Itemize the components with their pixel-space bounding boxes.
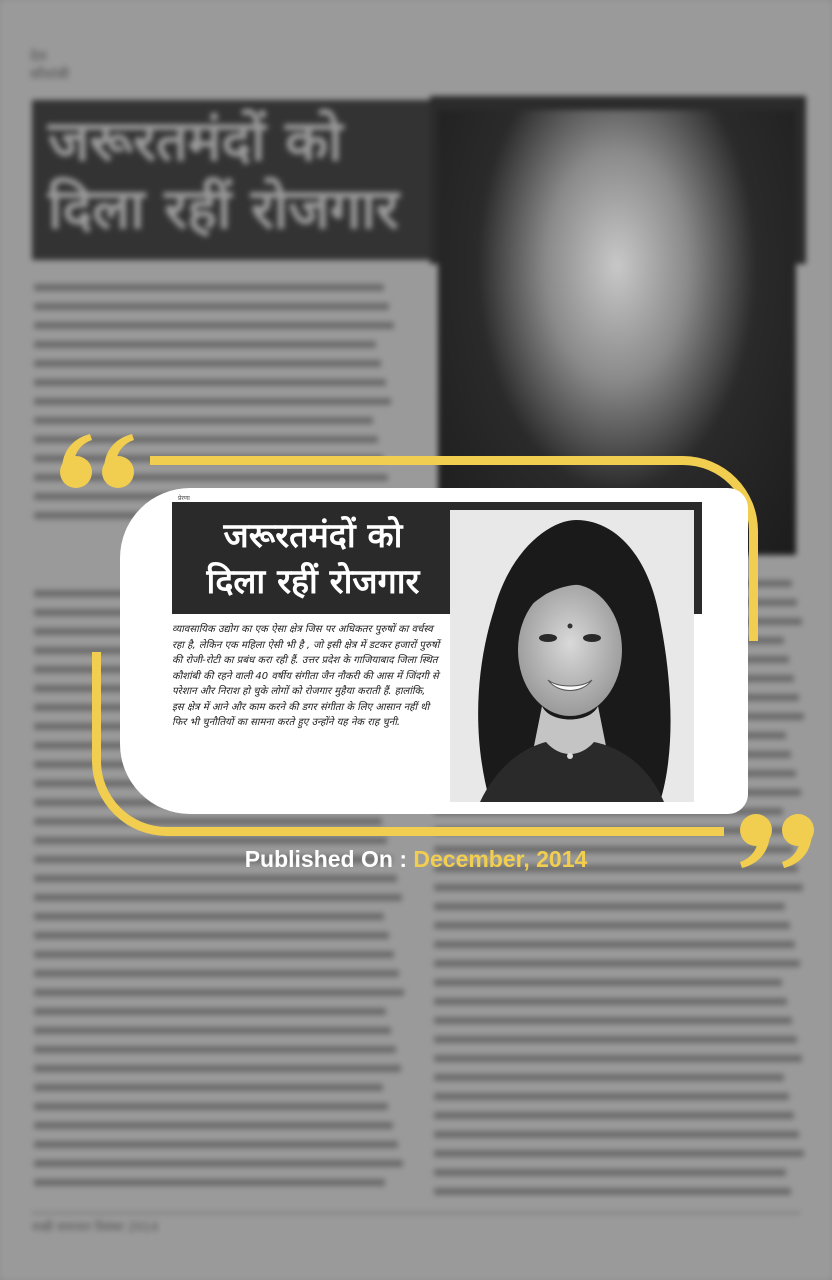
bg-text-line (34, 1065, 401, 1072)
bg-text-line (434, 1093, 789, 1100)
article-intro-text: व्यावसायिक उद्योग का एक ऐसा क्षेत्र जिस पर अधिकतर पुरुषों का वर्चस्व रहा है, लेकिन एक महिला ऐसी भी है , जो इसी क्षेत्र में डटकर हजारों पुरुषों की रोजी-रोटी का प्रबंध करा रही हैं. उत्तर प्रदेश के गाजियाबाद जिला स्थित कौशांबी की रहने वाली 40 वर्षीय संगीता जैन नौकरी की आस में जिंदगी से परेशान और निराश हो चुके लोगों को रोजगार मुहैया कराती हैं. हालांकि, इस क्षेत्र में आने और काम करने की डगर संगीता के लिए आसान नहीं थी फिर भी चुनौतियों का सामना करते हुए उन्होंने यह नेक राह चुनी. (172, 624, 440, 728)
bg-text-line (34, 284, 384, 291)
bg-text-line (34, 1084, 383, 1091)
bg-text-line (34, 1008, 386, 1015)
bg-title-line2: दिला रहीं रोजगार (48, 177, 399, 242)
bg-text-line (434, 960, 800, 967)
bg-text-line (434, 922, 790, 929)
bg-text-line (34, 1160, 403, 1167)
bg-text-line (434, 1112, 794, 1119)
published-label: Published On : (244, 846, 414, 872)
bg-text-line (34, 322, 394, 329)
bg-text-line (434, 998, 787, 1005)
bg-header-line2: कौशांबी (30, 67, 70, 83)
bg-text-line (34, 875, 397, 882)
headline-line1: जरूरतमंदों को (223, 516, 403, 556)
bg-text-line (34, 1141, 398, 1148)
bg-folio: सखी समाचार दिसंबर 2014 (32, 1220, 159, 1234)
bg-text-line (34, 894, 402, 901)
bg-text-line (434, 884, 803, 891)
bg-text-line (34, 341, 376, 348)
portrait-illustration (450, 510, 694, 802)
bg-text-line (434, 941, 795, 948)
bg-title-line1: जरूरतमंदों को (48, 109, 343, 174)
headline-line2: दिला रहीं रोजगार (206, 562, 420, 602)
bg-text-line (434, 1074, 784, 1081)
bg-header-line1: देश (30, 49, 47, 65)
bg-text-line (34, 1103, 388, 1110)
bg-text-line (34, 913, 384, 920)
bg-text-line (434, 1017, 792, 1024)
bg-text-line (434, 1055, 802, 1062)
bg-text-line (34, 398, 391, 405)
article-card (120, 488, 748, 814)
bg-text-line (34, 1122, 393, 1129)
bg-text-line (434, 1131, 799, 1138)
bg-text-line (34, 989, 404, 996)
bg-text-line (34, 970, 399, 977)
bg-title (48, 108, 399, 244)
bg-text-line (34, 303, 389, 310)
published-date: December, 2014 (413, 846, 588, 872)
bg-text-line (434, 1150, 804, 1157)
bg-text-line (34, 837, 387, 844)
bg-text-line (34, 1027, 391, 1034)
bg-text-line (434, 1169, 786, 1176)
headline-box (172, 502, 454, 614)
published-date-line (0, 846, 832, 873)
bg-text-line (434, 903, 785, 910)
bg-text-line (34, 932, 389, 939)
bg-footer-rule (32, 1212, 800, 1214)
bg-text-line (434, 979, 782, 986)
portrait-photo (450, 510, 694, 802)
open-quote-icon (56, 432, 140, 492)
bg-text-line (34, 1179, 385, 1186)
bg-text-line (34, 360, 381, 367)
bg-text-line (434, 1188, 791, 1195)
bg-text-line (34, 379, 386, 386)
bg-section-header (30, 48, 69, 84)
bg-text-line (34, 951, 394, 958)
card-section-label: प्रेरणा (178, 495, 190, 502)
bg-text-line (34, 417, 373, 424)
bg-text-line (434, 1036, 797, 1043)
bg-text-line (34, 1046, 396, 1053)
